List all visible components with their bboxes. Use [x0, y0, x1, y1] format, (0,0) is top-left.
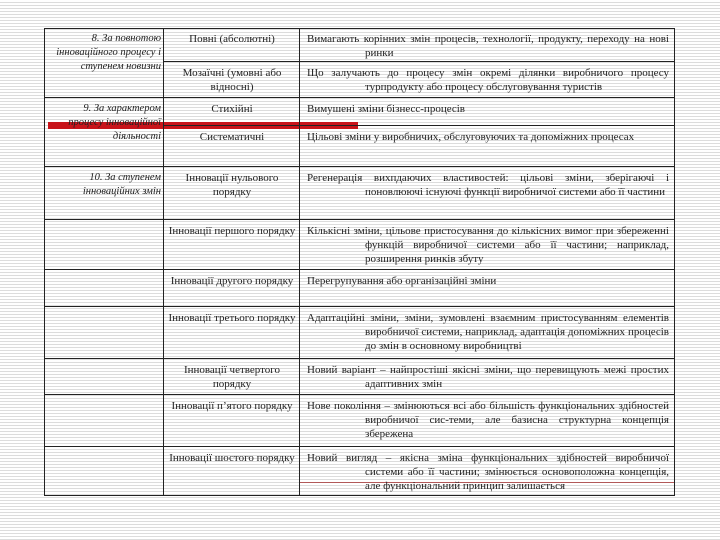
- row-divider: [45, 166, 674, 167]
- type-cell: Мозаїчні (умовні або відносні): [182, 67, 282, 93]
- row-divider: [45, 269, 674, 270]
- innovation-classification-table: [44, 28, 675, 496]
- description-cell: Що залучають до процесу змін окремі ділянки виробничого процесу турпродукту або процесу обслуговування туристів: [307, 67, 669, 93]
- row-divider: [45, 306, 674, 307]
- type-cell: Інновації четвертого порядку: [183, 364, 281, 390]
- description-cell: Новий вигляд – якісна зміна функціональних здібностей виробничої системи або її частини; змінюється основоположна концепція, але функціональний принцип залишається: [307, 452, 669, 492]
- criterion-cell: 10. За ступенем інноваційних змін: [82, 172, 161, 197]
- description-cell: Регенерація вихпдаючих властивостей: цільові зміни, зберігаючі і поновлюючі існуючі функції виробничої системи або її частини: [307, 172, 669, 198]
- description-cell: Вимушені зміни бізнесс-процесів: [307, 103, 465, 115]
- row-divider: [163, 61, 674, 62]
- criterion-cell: 9. За характером процесу інноваційної діяльності: [68, 103, 161, 142]
- description-cell: Адаптаційні зміни, зміни, зумовлені взаємним пристосуванням елементів виробничої системи, наприклад, адаптація допоміжних процесів до змін в основному виробництві: [307, 312, 669, 352]
- row-divider: [45, 97, 674, 98]
- type-cell: Систематичні: [199, 131, 265, 143]
- type-cell: Інновації першого порядку: [168, 225, 296, 237]
- row-divider: [163, 125, 674, 126]
- type-cell: Повні (абсолютні): [189, 33, 275, 45]
- type-cell: Стихійні: [211, 103, 253, 115]
- row-divider: [45, 446, 674, 447]
- column-divider: [163, 29, 164, 495]
- type-cell: Інновації нульового порядку: [185, 172, 279, 198]
- description-cell: Новий варіант – найпростіші якісні зміни, що перевищують межі простих адаптивних змін: [307, 364, 669, 390]
- type-cell: Інновації третього порядку: [168, 312, 296, 324]
- column-divider: [299, 29, 300, 495]
- row-divider: [45, 394, 674, 395]
- description-cell: Вимагають корінних змін процесів, технології, продукту, переходу на нові ринки: [307, 33, 669, 59]
- description-cell: Кількісні зміни, цільове пристосування до кількісних вимог при збереженні функцій виробничої системи або її частини; наприклад, розширення ринків збуту: [307, 225, 669, 265]
- row-divider: [45, 358, 674, 359]
- type-cell: Інновації шостого порядку: [169, 452, 295, 464]
- description-cell: Нове покоління – змінюються всі або більшість функціональних здібностей виробничої сис-теми, але базисна структурна концепція збережена: [307, 400, 669, 440]
- criterion-cell: 8. За повнотою інноваційного процесу і ступенем новизни: [56, 33, 161, 72]
- description-cell: Перегрупування або організаційні зміни: [307, 275, 497, 287]
- type-cell: Інновації п’ятого порядку: [171, 400, 293, 412]
- row-divider: [45, 219, 674, 220]
- type-cell: Інновації другого порядку: [170, 275, 294, 287]
- description-cell: Цільові зміни у виробничих, обслуговуючих та допоміжних процесах: [307, 131, 635, 143]
